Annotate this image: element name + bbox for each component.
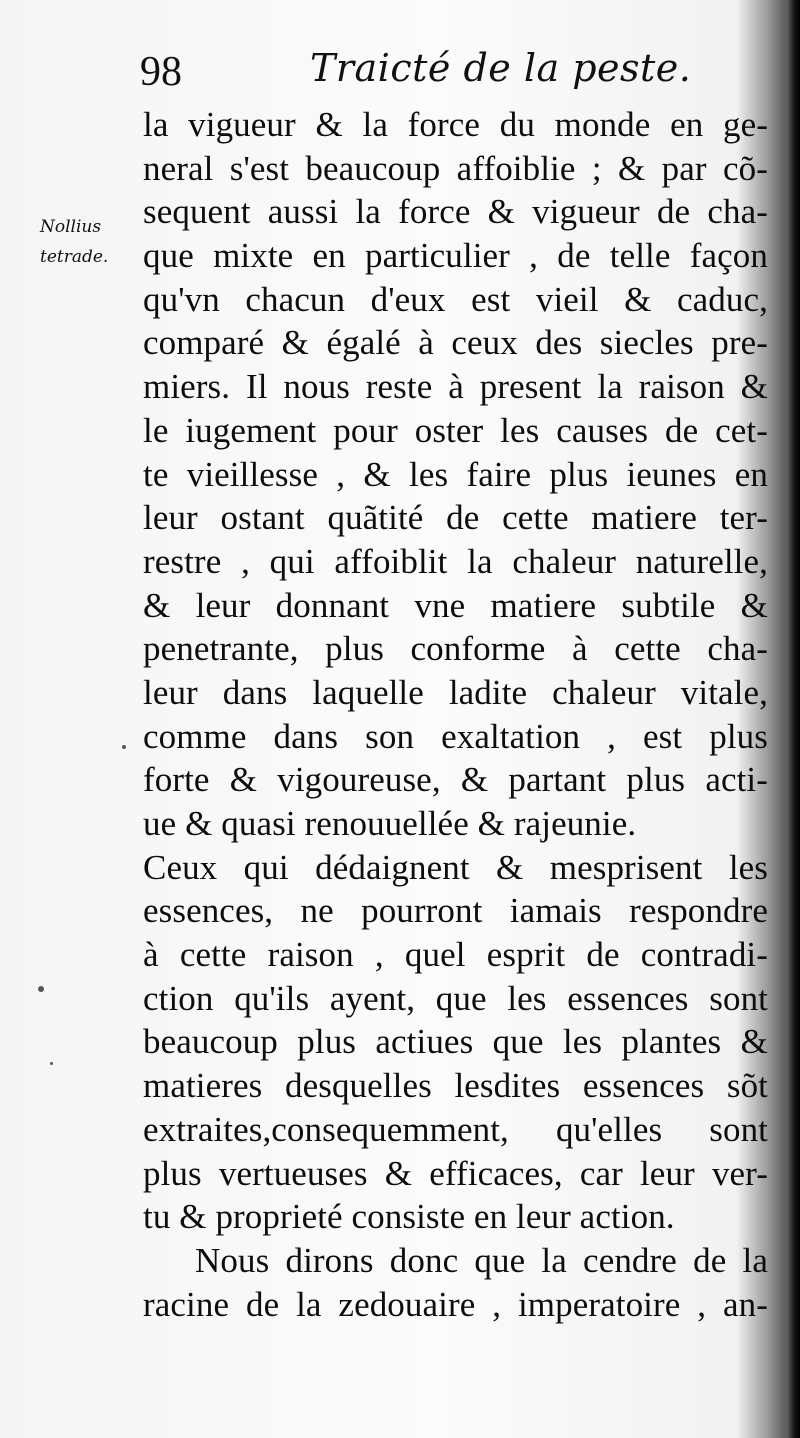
text-line: neral s'est beaucoup affoiblie ; & par cõ- xyxy=(143,148,768,188)
text-line: Ceux qui dédaignent & mesprisent les xyxy=(143,847,768,887)
text-line: le iugement pour oster les causes de cet- xyxy=(143,410,768,450)
text-line: racine de la zedouaire , imperatoire , an- xyxy=(143,1284,768,1324)
text-line: plus vertueuses & efficaces, car leur ver- xyxy=(143,1153,768,1193)
text-line: forte & vigoureuse, & partant plus acti- xyxy=(143,760,768,800)
text-line: sequent aussi la force & vigueur de cha- xyxy=(143,192,768,232)
margin-note-line: Nollius xyxy=(40,217,102,237)
text-line: comparé & égalé à ceux des siecles pre- xyxy=(143,323,768,363)
text-line: Nous dirons donc que la cendre de la xyxy=(195,1240,768,1280)
ink-speck xyxy=(50,1062,53,1065)
text-line: que mixte en particulier , de telle façon xyxy=(143,236,768,276)
text-line: leur dans laquelle ladite chaleur vitale, xyxy=(143,672,768,712)
text-line: restre , qui affoiblit la chaleur naturelle, xyxy=(143,541,768,581)
text-line: matieres desquelles lesdites essences sõt xyxy=(143,1066,768,1106)
text-line: leur ostant quãtité de cette matiere ter- xyxy=(143,498,768,538)
ink-speck xyxy=(38,986,44,992)
text-line: beaucoup plus actiues que les plantes & xyxy=(143,1022,768,1062)
body-text xyxy=(143,103,768,1326)
text-line: penetrante, plus conforme à cette cha- xyxy=(143,629,768,669)
page-header xyxy=(140,42,770,102)
running-head: Traicté de la peste. xyxy=(310,46,692,90)
text-line: & leur donnant vne matiere subtile & xyxy=(143,585,768,625)
text-line: tu & proprieté consiste en leur action. xyxy=(143,1197,675,1237)
margin-note xyxy=(40,212,108,272)
ink-speck xyxy=(122,745,126,749)
text-line: à cette raison , quel esprit de contradi- xyxy=(143,935,768,975)
text-line: qu'vn chacun d'eux est vieil & caduc, xyxy=(143,279,768,319)
text-line: ction qu'ils ayent, que les essences sont xyxy=(143,978,768,1018)
margin-note-line: tetrade. xyxy=(40,247,109,267)
book-spine-shadow xyxy=(786,0,800,1438)
text-line: miers. Il nous reste à present la raison & xyxy=(143,367,768,407)
text-line: essences, ne pourront iamais respondre xyxy=(143,891,768,931)
text-line: extraites,consequemment, qu'elles sont xyxy=(143,1109,768,1149)
text-line: comme dans son exaltation , est plus xyxy=(143,716,768,756)
text-line: te vieillesse , & les faire plus ieunes en xyxy=(143,454,768,494)
page-number: 98 xyxy=(140,49,182,95)
text-line: ue & quasi renouuellée & rajeunie. xyxy=(143,804,637,843)
text-line: la vigueur & la force du monde en ge- xyxy=(143,105,768,144)
